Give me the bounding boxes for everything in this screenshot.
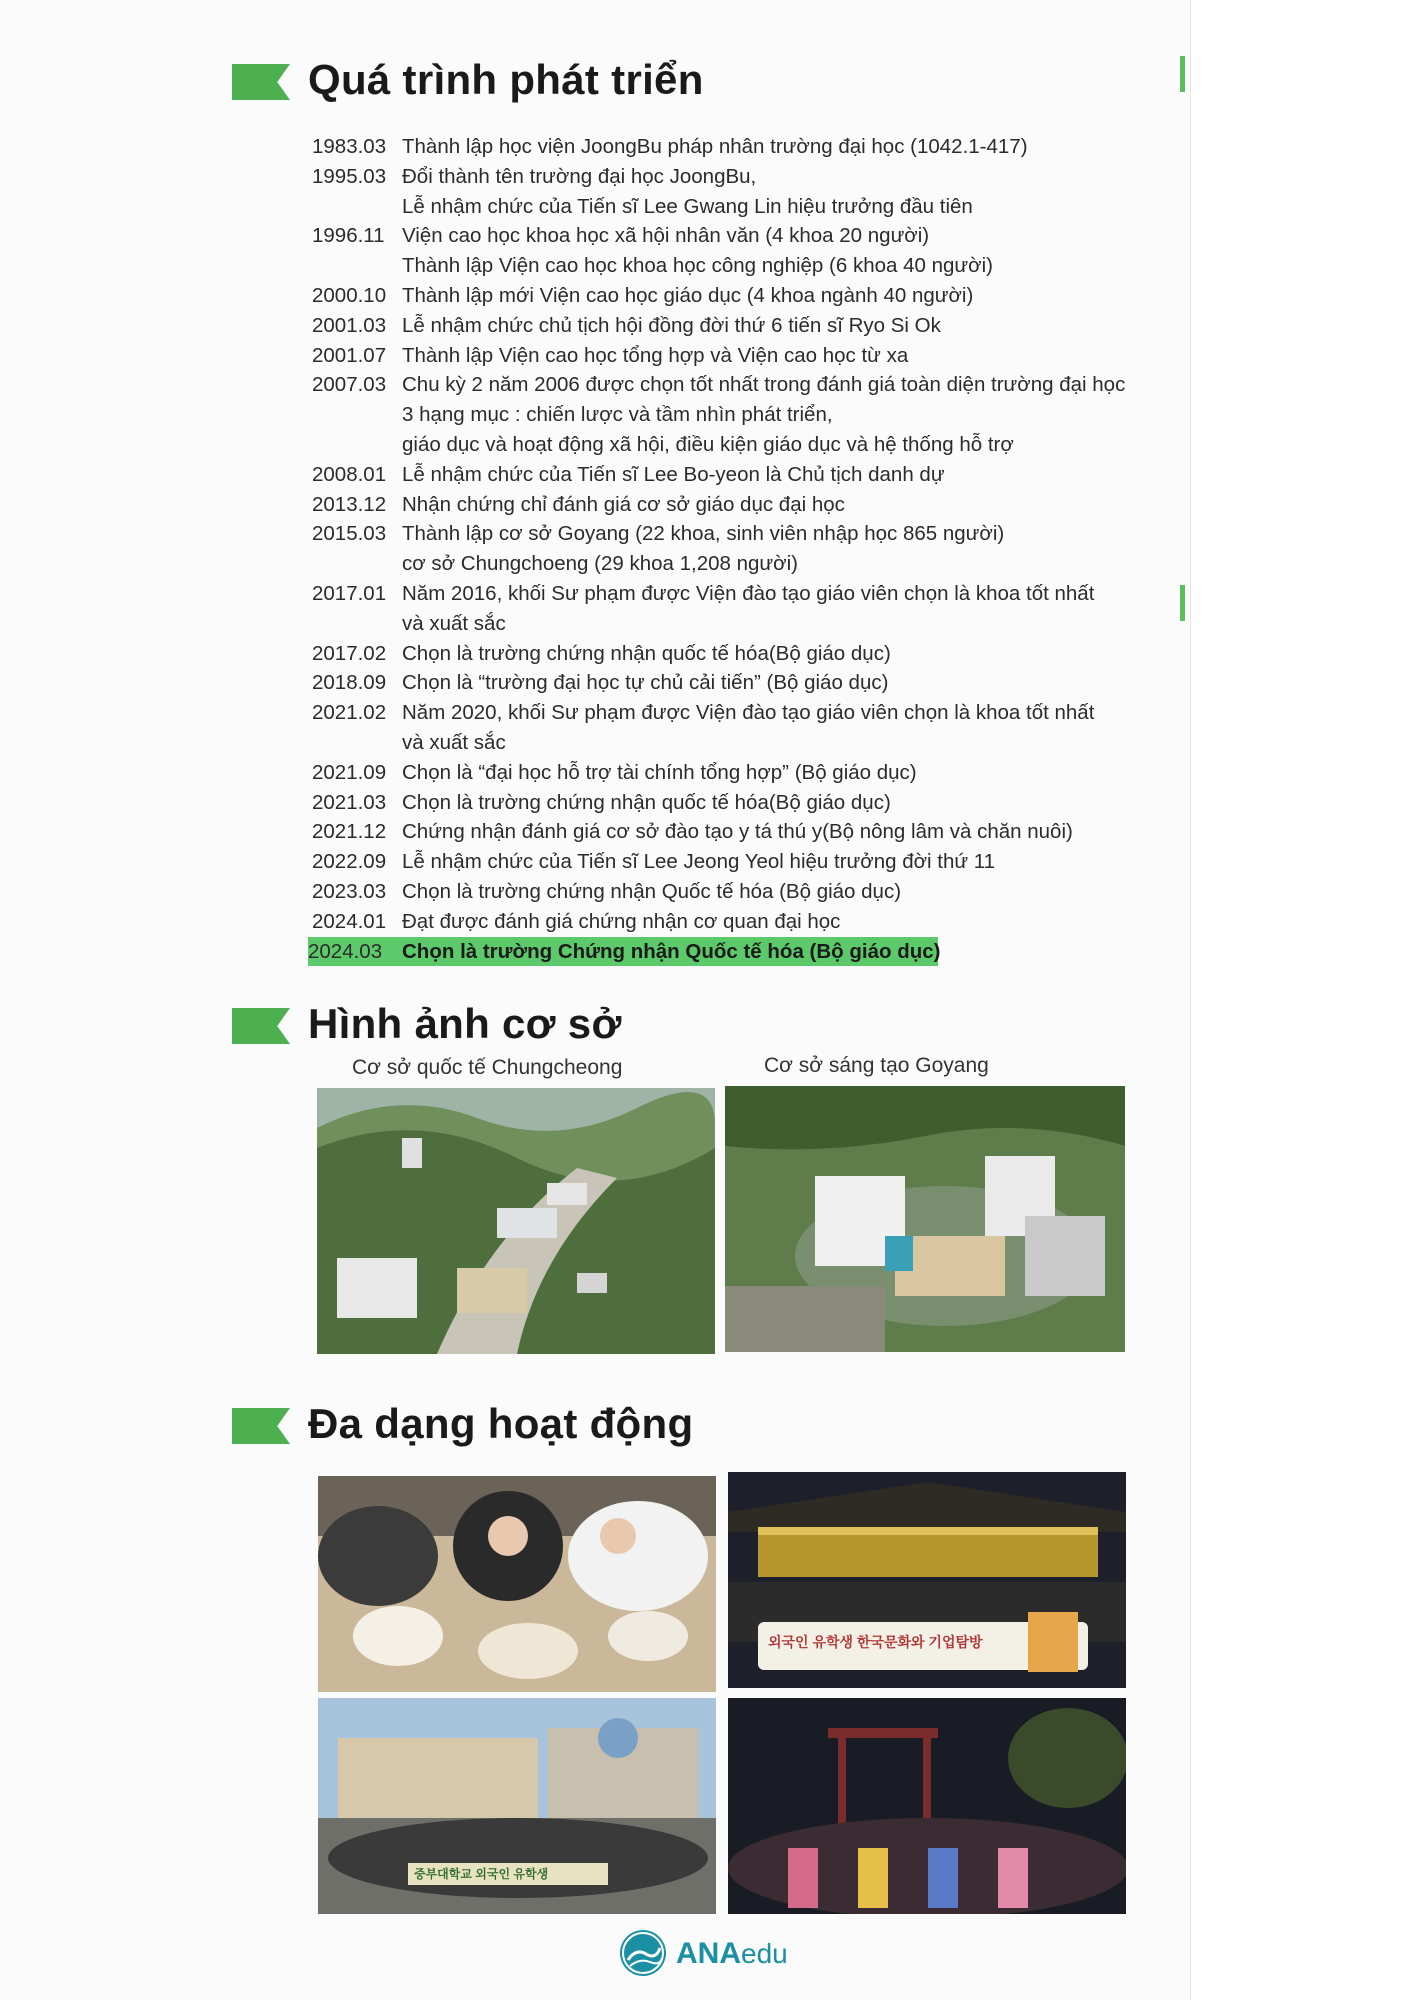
timeline-line: Chọn là trường chứng nhận quốc tế hóa(Bộ giáo dục): [402, 790, 891, 814]
timeline-date: 2000.10: [312, 283, 387, 307]
timeline-date: 2015.03: [312, 522, 387, 546]
timeline-entry: [312, 668, 1152, 698]
green-flag-icon: [232, 1408, 290, 1444]
timeline-entry: [312, 460, 1152, 490]
timeline-description: [402, 668, 1152, 698]
timeline-entry: [312, 758, 1152, 788]
timeline-line: Lễ nhậm chức chủ tịch hội đồng đời thứ 6 tiến sĩ Ryo Si Ok: [402, 313, 941, 337]
timeline-line: 3 hạng mục : chiến lược và tầm nhìn phát triển,: [402, 403, 833, 427]
timeline-line: Chọn là “đại học hỗ trợ tài chính tổng hợp” (Bộ giáo dục): [402, 760, 917, 784]
timeline-line: Thành lập Viện cao học tổng hợp và Viện cao học từ xa: [402, 343, 909, 367]
timeline-description: [402, 519, 1152, 579]
timeline-date: 2023.03: [312, 879, 387, 903]
timeline-entry: [312, 281, 1152, 311]
timeline-date: 2001.07: [312, 343, 387, 367]
timeline-description: [402, 132, 1152, 162]
timeline-entry: [312, 579, 1152, 639]
timeline-line: cơ sở Chungchoeng (29 khoa 1,208 người): [402, 552, 798, 576]
timeline-description: [402, 907, 1152, 937]
timeline-entry: [312, 877, 1152, 907]
edge-mark: [1180, 585, 1185, 621]
anaedu-logo: [620, 1930, 800, 1980]
timeline-description: [402, 847, 1152, 877]
timeline-entry: [308, 937, 941, 967]
timeline-entry: [312, 490, 1152, 520]
timeline-entry: [312, 817, 1152, 847]
timeline-line: Lễ nhậm chức của Tiến sĩ Lee Bo-yeon là Chủ tịch danh dự: [402, 462, 945, 486]
timeline-line: Thành lập cơ sở Goyang (22 khoa, sinh viên nhập học 865 người): [402, 522, 1005, 546]
timeline-entry: [312, 639, 1152, 669]
timeline-description: [402, 281, 1152, 311]
timeline-date: 2007.03: [312, 373, 387, 397]
timeline-entry: [312, 162, 1152, 222]
timeline-date: 2021.12: [312, 820, 387, 844]
timeline-description: [402, 460, 1152, 490]
timeline-line: Thành lập mới Viện cao học giáo dục (4 khoa ngành 40 người): [402, 283, 974, 307]
goyang-campus-photo: [725, 1086, 1125, 1352]
timeline-description: [402, 698, 1152, 758]
chungcheong-campus-photo: [317, 1088, 715, 1354]
timeline-description: [402, 162, 1152, 222]
timeline-description: [402, 788, 1152, 818]
timeline-date: 2024.03: [308, 939, 383, 963]
timeline-line: Chọn là trường Chứng nhận Quốc tế hóa (Bộ giáo dục): [402, 939, 941, 963]
timeline-entry: [312, 341, 1152, 371]
history-timeline: [308, 132, 1152, 966]
timeline-description: [402, 221, 1152, 281]
timeline-description: [402, 877, 1152, 907]
timeline-description: [402, 579, 1152, 639]
green-flag-icon: [232, 1008, 290, 1044]
timeline-date: 2013.12: [312, 492, 387, 516]
timeline-date: 2024.01: [312, 909, 387, 933]
timeline-entry: [312, 132, 1152, 162]
hanbok-group-photo: [728, 1698, 1126, 1914]
timeline-date: 2017.02: [312, 641, 387, 665]
timeline-date: 2021.03: [312, 790, 387, 814]
timeline-line: Chọn là trường chứng nhận quốc tế hóa(Bộ giáo dục): [402, 641, 891, 665]
timeline-entry: [312, 519, 1152, 579]
edge-mark: [1180, 56, 1185, 92]
activities-title: Đa dạng hoạt động: [308, 1400, 694, 1447]
timeline-line: Chọn là trường chứng nhận Quốc tế hóa (Bộ giáo dục): [402, 879, 902, 903]
timeline-date: 2008.01: [312, 462, 387, 486]
cultural-trip-photo: [728, 1472, 1126, 1688]
timeline-date: 1995.03: [312, 164, 387, 188]
campus-title: Hình ảnh cơ sở: [308, 1000, 622, 1047]
timeline-date: 2018.09: [312, 671, 387, 695]
wave-globe-icon: [620, 1930, 666, 1976]
timeline-description: [402, 490, 1152, 520]
timeline-line: Viện cao học khoa học xã hội nhân văn (4 khoa 20 người): [402, 224, 930, 248]
timeline-date: 2021.02: [312, 701, 387, 725]
timeline-description: [402, 937, 941, 967]
caption-goyang: Cơ sở sáng tạo Goyang: [764, 1054, 989, 1077]
timeline-line: Lễ nhậm chức của Tiến sĩ Lee Jeong Yeol hiệu trưởng đời thứ 11: [402, 850, 996, 874]
group-photo-theme-park: [318, 1698, 716, 1914]
timeline-description: [402, 639, 1152, 669]
timeline-description: [402, 758, 1152, 788]
timeline-date: 2022.09: [312, 850, 387, 874]
timeline-entry: [312, 788, 1152, 818]
caption-chungcheong: Cơ sở quốc tế Chungcheong: [352, 1056, 623, 1079]
timeline-date: 2001.03: [312, 313, 387, 337]
timeline-entry: [312, 907, 1152, 937]
timeline-entry: [312, 698, 1152, 758]
green-flag-icon: [232, 64, 290, 100]
timeline-entry: [312, 847, 1152, 877]
timeline-description: [402, 311, 1152, 341]
timeline-date: 1983.03: [312, 135, 387, 158]
timeline-date: 2017.01: [312, 581, 387, 605]
timeline-description: [402, 370, 1152, 459]
timeline-line: và xuất sắc: [402, 730, 506, 754]
timeline-line: và xuất sắc: [402, 611, 506, 635]
timeline-line: Thành lập học viện JoongBu pháp nhân trường đại học (1042.1-417): [402, 135, 1028, 158]
timeline-line: Chứng nhận đánh giá cơ sở đào tạo y tá thú y(Bộ nông lâm và chăn nuôi): [402, 820, 1073, 844]
logo-main: ANA: [676, 1937, 741, 1970]
timeline-date: 1996.11: [312, 224, 385, 248]
timeline-date: 2021.09: [312, 760, 387, 784]
timeline-description: [402, 817, 1152, 847]
timeline-line: Chu kỳ 2 năm 2006 được chọn tốt nhất trong đánh giá toàn diện trường đại học: [402, 373, 1126, 397]
group-banner-text: 중부대학교 외국인 유학생: [414, 1867, 549, 1881]
history-title: Quá trình phát triển: [308, 56, 704, 103]
timeline-description: [402, 341, 1152, 371]
logo-wordmark: [676, 1937, 788, 1971]
timeline-entry: [312, 221, 1152, 281]
timeline-line: Lễ nhậm chức của Tiến sĩ Lee Gwang Lin hiệu trưởng đầu tiên: [402, 194, 973, 218]
timeline-line: Thành lập Viện cao học khoa học công nghiệp (6 khoa 40 người): [402, 254, 993, 278]
timeline-line: Chọn là “trường đại học tự chủ cải tiến” (Bộ giáo dục): [402, 671, 889, 695]
timeline-line: Năm 2020, khối Sư phạm được Viện đào tạo giáo viên chọn là khoa tốt nhất: [402, 701, 1095, 725]
timeline-line: Nhận chứng chỉ đánh giá cơ sở giáo dục đại học: [402, 492, 845, 516]
craft-activity-photo: [318, 1476, 716, 1692]
timeline-entry: [312, 311, 1152, 341]
logo-sub: edu: [741, 1938, 788, 1969]
timeline-line: Năm 2016, khối Sư phạm được Viện đào tạo giáo viên chọn là khoa tốt nhất: [402, 581, 1095, 605]
timeline-line: Đạt được đánh giá chứng nhận cơ quan đại học: [402, 909, 841, 933]
timeline-entry: [312, 370, 1152, 459]
cultural-trip-banner-text: 외국인 유학생 한국문화와 기업탐방: [768, 1634, 983, 1650]
timeline-line: giáo dục và hoạt động xã hội, điều kiện giáo dục và hệ thống hỗ trợ: [402, 432, 1014, 456]
timeline-line: Đổi thành tên trường đại học JoongBu,: [402, 164, 757, 188]
